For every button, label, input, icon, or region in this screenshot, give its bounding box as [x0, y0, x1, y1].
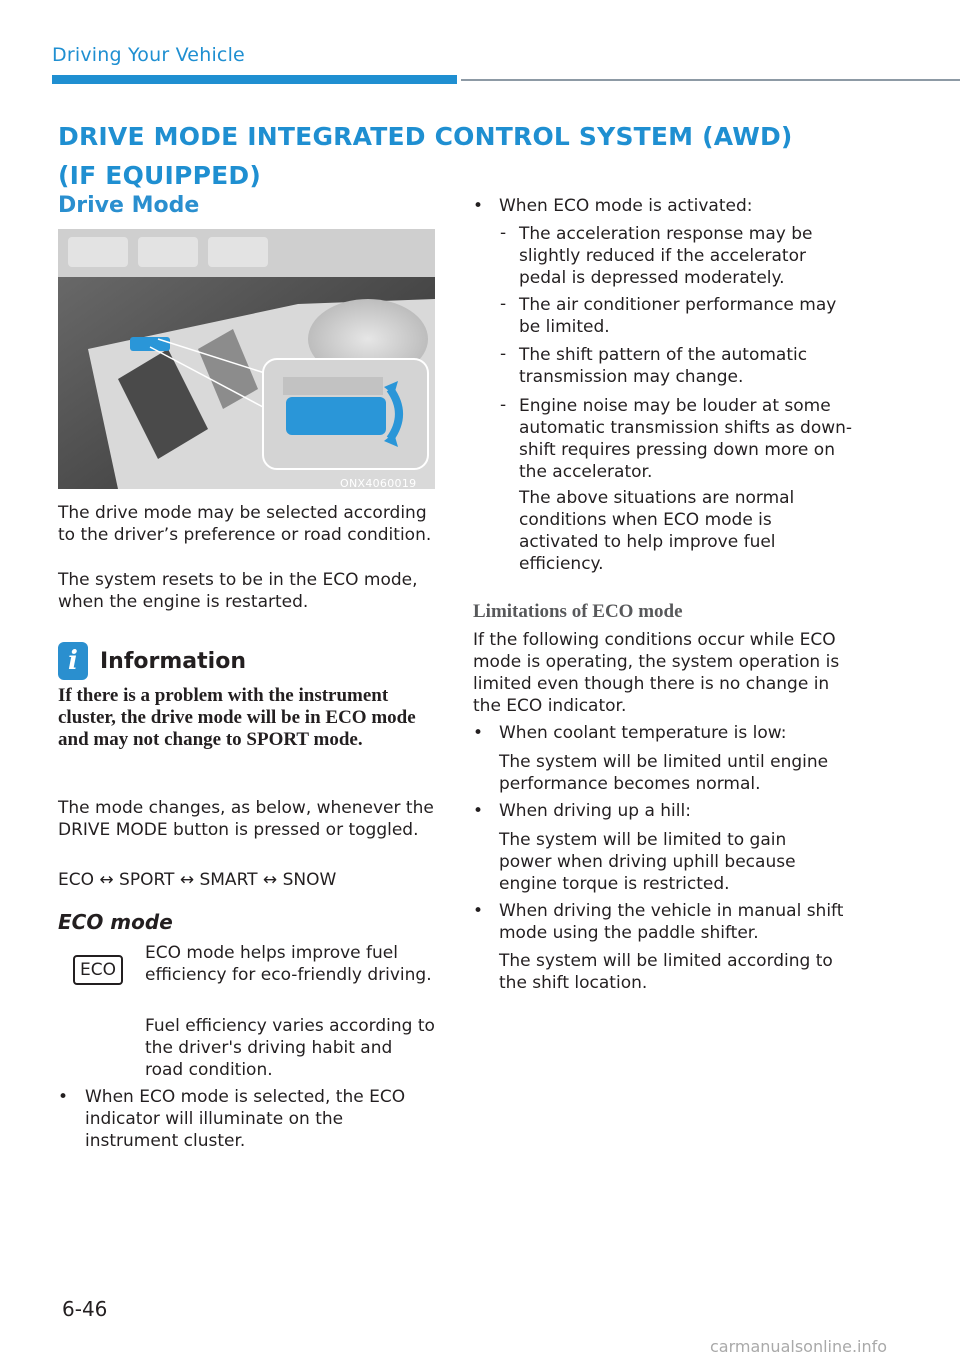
- eco-mode-heading: ECO mode: [58, 910, 173, 934]
- section-subtitle: Drive Mode: [58, 193, 200, 218]
- dash-marker: -: [500, 223, 507, 243]
- information-label: Information: [100, 648, 246, 674]
- page-title-line2: (IF EQUIPPED): [58, 161, 261, 190]
- bullet-marker: •: [473, 196, 484, 216]
- eco-efficiency-note: Fuel efficiency varies according to the driver's driving habit and road condition.: [145, 1016, 435, 1080]
- page-title: [58, 117, 818, 195]
- paragraph-reset: The system resets to be in the ECO mode, when the engine is restarted.: [58, 570, 418, 612]
- paddle-shifter-note: The system will be limited according to the shift location.: [499, 951, 833, 993]
- coolant-bullet: When coolant temperature is low:: [499, 723, 787, 743]
- dash-marker: -: [500, 395, 507, 415]
- information-text: If there is a problem with the instrument cluster, the drive mode will be in ECO mode and may not change to SPORT mode.: [58, 685, 416, 750]
- eco-indicator-bullet: When ECO mode is selected, the ECO indicator will illuminate on the instrument cluster.: [85, 1087, 406, 1151]
- dash-normal-note: The above situations are normal conditions when ECO mode is activated to help improve fuel efficiency.: [519, 488, 795, 574]
- hill-bullet: When driving up a hill:: [499, 801, 691, 821]
- figure-code: ONX4060019: [340, 477, 417, 490]
- hill-note: The system will be limited to gain power when driving uphill because engine torque is restricted.: [499, 830, 796, 894]
- bullet-marker: •: [473, 901, 484, 921]
- dash-engine-noise: Engine noise may be louder at some automatic transmission shifts as down-shift requires pressing down more on the accelerator.: [519, 396, 853, 482]
- information-heading: [58, 640, 246, 682]
- bullet-marker: •: [473, 723, 484, 743]
- eco-description: ECO mode helps improve fuel efficiency for eco-friendly driving.: [145, 943, 432, 985]
- dash-marker: -: [500, 294, 507, 314]
- limitations-heading: Limitations of ECO mode: [473, 601, 683, 622]
- dash-acceleration: The acceleration response may be slightly reduced if the accelerator pedal is depressed moderately.: [519, 224, 813, 288]
- information-icon: i: [58, 642, 88, 680]
- bullet-marker: •: [473, 801, 484, 821]
- eco-activated-bullet: When ECO mode is activated:: [499, 196, 753, 216]
- page-title-line1: DRIVE MODE INTEGRATED CONTROL SYSTEM (AWD): [58, 122, 793, 151]
- page-number: 6-46: [62, 1297, 108, 1321]
- mode-sequence: ECO ↔ SPORT ↔ SMART ↔ SNOW: [58, 870, 337, 890]
- drive-mode-console-figure: [58, 229, 435, 489]
- eco-indicator-icon: ECO: [73, 955, 123, 985]
- header-rule-blue: [52, 75, 457, 84]
- bullet-marker: •: [58, 1087, 69, 1107]
- paddle-shifter-bullet: When driving the vehicle in manual shift mode using the paddle shifter.: [499, 901, 844, 943]
- coolant-note: The system will be limited until engine performance becomes normal.: [499, 752, 829, 794]
- watermark: carmanualsonline.info: [710, 1337, 888, 1356]
- dash-air-conditioner: The air conditioner performance may be limited.: [519, 295, 837, 337]
- section-header: Driving Your Vehicle: [52, 44, 245, 66]
- dash-marker: -: [500, 344, 507, 364]
- paragraph-mode-change: The mode changes, as below, whenever the DRIVE MODE button is pressed or toggled.: [58, 798, 434, 840]
- paragraph-intro: The drive mode may be selected according to the driver’s preference or road condition.: [58, 503, 432, 545]
- header-rule-gray: [461, 79, 960, 81]
- dash-shift-pattern: The shift pattern of the automatic transmission may change.: [519, 345, 808, 387]
- limitations-paragraph: If the following conditions occur while ECO mode is operating, the system operation is limited even though there is no change in the ECO indicator.: [473, 630, 840, 716]
